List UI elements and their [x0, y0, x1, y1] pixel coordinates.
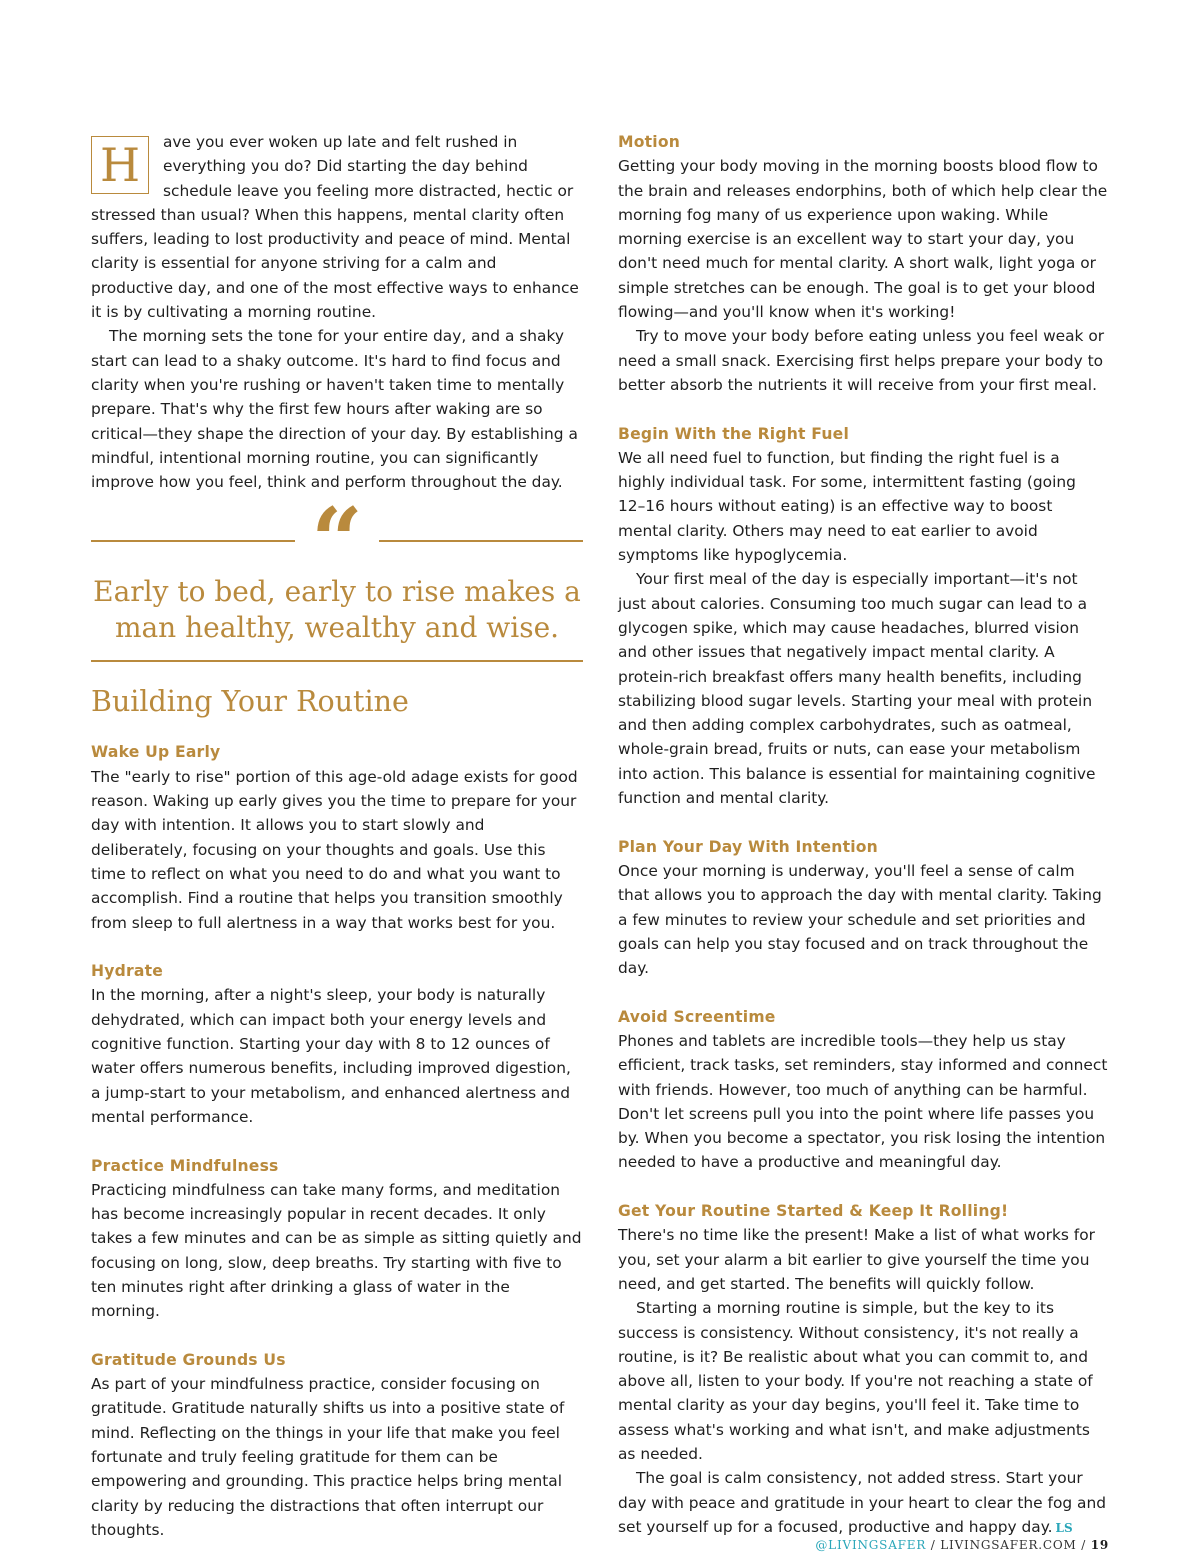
body-paragraph	[91, 983, 583, 1129]
footer-separator: /	[926, 1538, 941, 1552]
article-section	[618, 130, 1108, 397]
left-sections	[91, 740, 583, 1542]
paragraph-text: There's no time like the present! Make a list of what works for you, set your alarm a bit earlier to give yourself the time you need, and get started. The benefits will quickly follow.	[618, 1226, 1095, 1293]
article-section	[618, 1005, 1108, 1175]
paragraph-text: Phones and tablets are incredible tools—they help us stay efficient, track tasks, set reminders, stay informed and connect with friends. However, too much of anything can be harmful. Don't let screens pull you into the point where life passes you by. When you become a spectator, you risk losing the intention needed to have a productive and meaningful day.	[618, 1031, 1108, 1172]
paragraph-text: The "early to rise" portion of this age-old adage exists for good reason. Waking up early gives you the time to prepare for your day with intention. It allows you to start slowly and deliberately, focusing on your thoughts and goals. Use this time to reflect on what you need to do and what you want to accomplish. Find a routine that helps you transition smoothly from sleep to full alertness in a way that works best for you.	[91, 767, 578, 932]
body-paragraph	[618, 859, 1108, 980]
divider	[91, 540, 295, 542]
section-title: Building Your Routine	[91, 685, 409, 719]
subheading: Gratitude Grounds Us	[91, 1350, 286, 1369]
right-column	[618, 130, 1108, 1540]
footer-separator: /	[1076, 1538, 1091, 1552]
subheading: Hydrate	[91, 962, 164, 981]
body-paragraph	[618, 324, 1108, 397]
paragraph-text: In the morning, after a night's sleep, your body is naturally dehydrated, which can impact both your energy levels and cognitive function. Starting your day with 8 to 12 ounces of water offers numerous benefits, including improved digestion, a jump-start to your metabolism, and enhanced alertness and mental performance.	[91, 986, 571, 1126]
subheading: Get Your Routine Started & Keep It Rolling!	[618, 1202, 1009, 1221]
paragraph-text: We all need fuel to function, but finding the right fuel is a highly individual task. For some, intermittent fasting (going 12–16 hours without eating) is an effective way to boost mental clarity. Others may need to eat earlier to avoid symptoms like hypoglycemia.	[618, 448, 1076, 565]
body-paragraph	[618, 1223, 1108, 1296]
quote-mark-icon: “	[311, 488, 363, 595]
article-section	[618, 835, 1108, 981]
body-paragraph	[618, 1296, 1108, 1466]
footer-handle: @LIVINGSAFER	[815, 1538, 927, 1552]
right-sections	[618, 130, 1108, 1540]
end-mark-icon: LS	[1055, 1520, 1073, 1535]
body-paragraph	[618, 567, 1108, 810]
subheading: Begin With the Right Fuel	[618, 424, 849, 443]
paragraph-text: Starting a morning routine is simple, but the key to its success is consistency. Without consistency, it's not really a routine, is it? Be realistic about what you can commit to, and above all, listen to your body. If you're not reaching a state of mental clarity as your day begins, you'll feel it. Take time to assess what's working and what isn't, and make adjustments as needed.	[618, 1299, 1093, 1464]
intro-paragraph: ave you ever woken up late and felt rushed in everything you do? Did starting the day behind schedule leave you feeling more distracted, hectic or stressed than usual? When this happens, mental clarity often suffers, leading to lost productivity and peace of mind. Mental clarity is essential for anyone striving for a calm and productive day, and one of the most effective ways to enhance it is by cultivating a morning routine.	[91, 133, 579, 322]
page-footer	[815, 1538, 1109, 1552]
paragraph-text: Practicing mindfulness can take many forms, and meditation has become increasingly popular in recent decades. It only takes a few minutes and can be as simple as sitting quietly and focusing on long, slow, deep breaths. Try starting with five to ten minutes right after drinking a glass of water in the morning.	[91, 1180, 582, 1321]
body-paragraph	[618, 446, 1108, 567]
paragraph-text: Your first meal of the day is especially important—it's not just about calories. Consuming too much sugar can lead to a glycogen spike, which may cause headaches, blurred vision and other issues that negatively impact mental clarity. A protein-rich breakfast offers many health benefits, including stabilizing blood sugar levels. Starting your meal with protein and then adding complex carbohydrates, such as oatmeal, whole-grain bread, fruits or nuts, can ease your metabolism into action. This balance is essential for maintaining cognitive function and mental clarity.	[618, 570, 1096, 808]
paragraph-text: Getting your body moving in the morning boosts blood flow to the brain and releases endorphins, both of which help clear the morning fog many of us experience upon waking. While morning exercise is an excellent way to start your day, you don't need much for mental clarity. A short walk, light yoga or simple stretches can be enough. The goal is to get your blood flowing—and you'll know when it's working!	[618, 157, 1108, 322]
article-section	[618, 1199, 1108, 1540]
subheading: Plan Your Day With Intention	[618, 837, 878, 856]
body-paragraph	[91, 1178, 583, 1324]
pull-quote-rule	[91, 488, 583, 595]
article-section	[91, 740, 583, 934]
footer-site: LIVINGSAFER.COM	[940, 1538, 1077, 1552]
article-section	[91, 1154, 583, 1324]
body-paragraph	[618, 154, 1108, 324]
pull-quote	[91, 488, 583, 662]
paragraph-text: As part of your mindfulness practice, consider focusing on gratitude. Gratitude naturally shifts us into a positive state of mind. Reflecting on the things in your life that make you feel fortunate and truly feeling gratitude for them can be empowering and grounding. This practice helps bring mental clarity by reducing the distractions that often interrupt our thoughts.	[91, 1375, 565, 1539]
subheading: Practice Mindfulness	[91, 1156, 279, 1175]
body-paragraph	[91, 765, 583, 935]
paragraph-text: Once your morning is underway, you'll feel a sense of calm that allows you to approach the day with mental clarity. Taking a few minutes to review your schedule and set priorities and goals can help you stay focused and on track throughout the day.	[618, 861, 1102, 978]
divider	[379, 540, 583, 542]
body-paragraph	[618, 1029, 1108, 1175]
page-number: 19	[1090, 1538, 1109, 1552]
paragraph-text: Try to move your body before eating unless you feel weak or need a small snack. Exercising first helps prepare your body to better absorb the nutrients it will receive from your first meal.	[618, 327, 1105, 394]
body-paragraph	[618, 1466, 1108, 1540]
intro-paragraph: The morning sets the tone for your entire day, and a shaky start can lead to a shaky outcome. It's hard to find focus and clarity when you're rushing or haven't taken time to mentally prepare. That's why the first few hours after waking are so critical—they shape the direction of your day. By establishing a mindful, intentional morning routine, you can significantly improve how you feel, think and perform throughout the day.	[91, 327, 578, 492]
left-column	[91, 130, 583, 1542]
article-section	[91, 959, 583, 1129]
intro	[91, 130, 583, 494]
article-section	[618, 422, 1108, 811]
subheading: Motion	[618, 133, 681, 151]
article-section	[91, 1348, 583, 1542]
subheading: Avoid Screentime	[618, 1007, 776, 1026]
paragraph-text: The goal is calm consistency, not added stress. Start your day with peace and gratitude in your heart to clear the fog and set yourself up for a focused, productive and happy day.	[618, 1469, 1106, 1536]
pull-quote-text: Early to bed, early to rise makes a man healthy, wealthy and wise.	[91, 574, 583, 662]
subheading: Wake Up Early	[91, 743, 221, 762]
drop-cap: H	[91, 136, 149, 194]
body-paragraph	[91, 1372, 583, 1542]
